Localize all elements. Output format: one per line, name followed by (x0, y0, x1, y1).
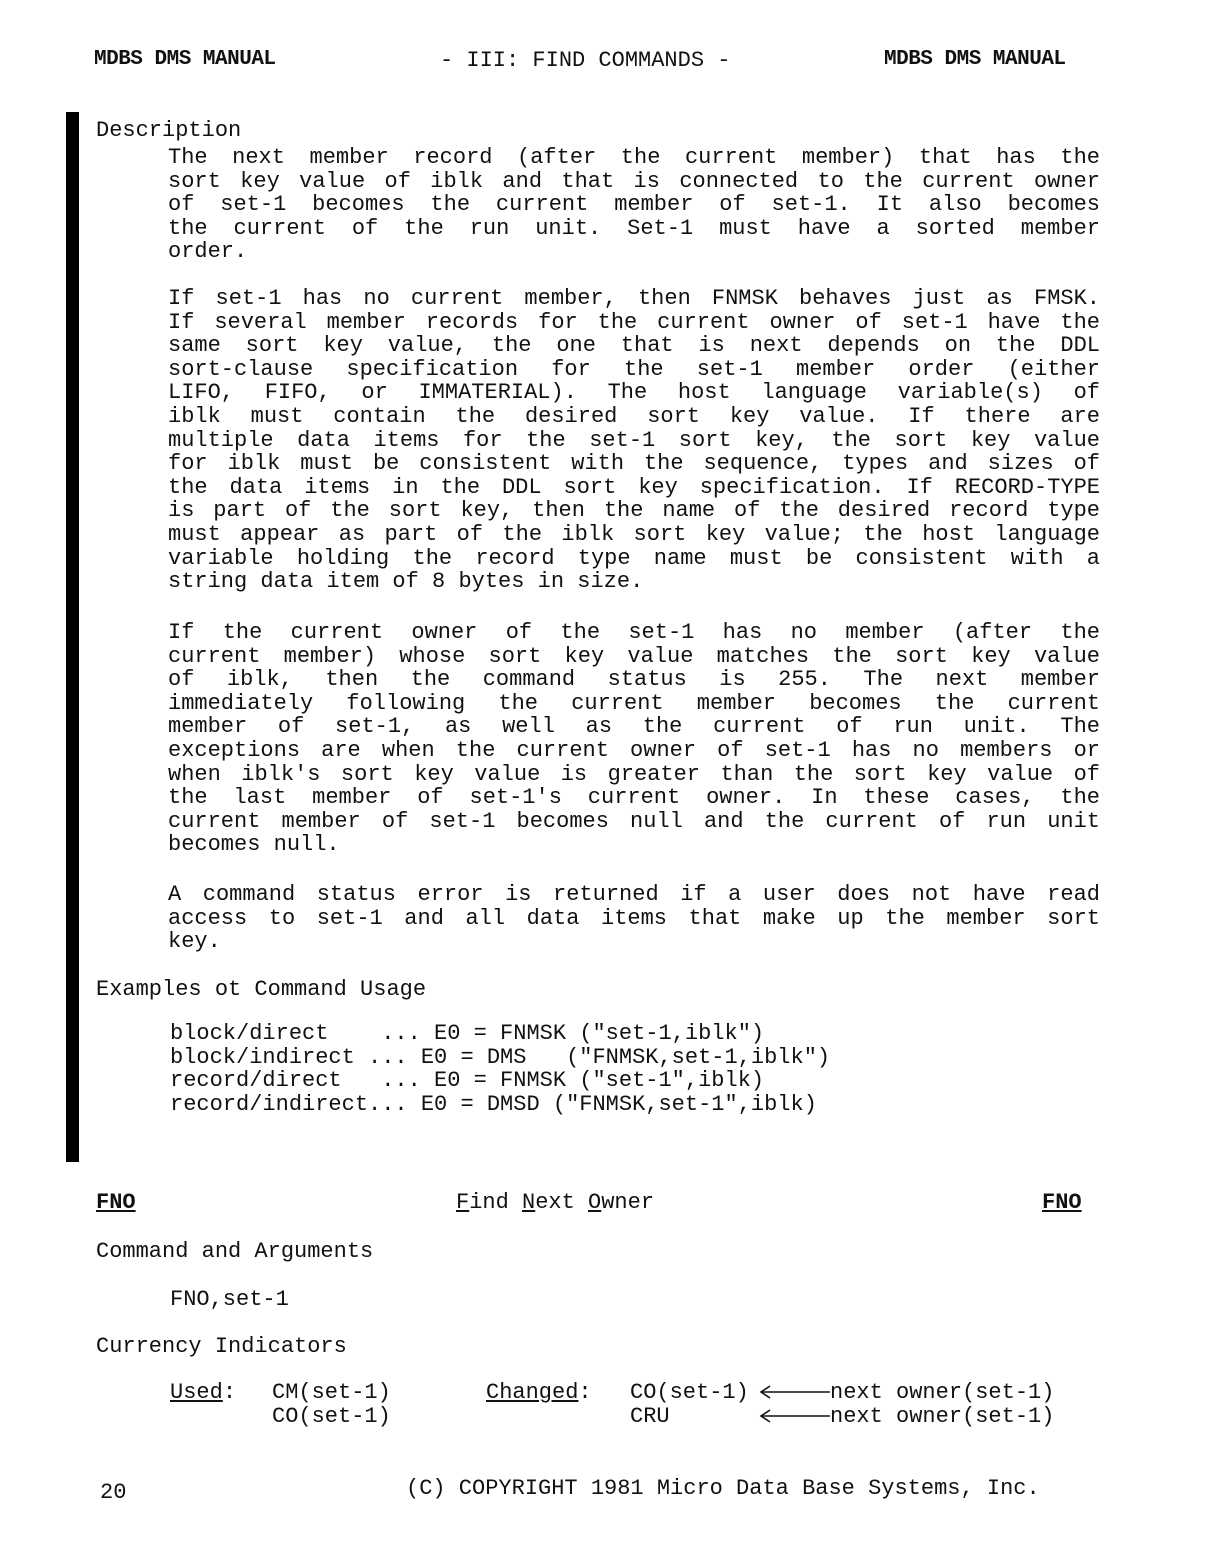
title-initial: F (456, 1190, 470, 1215)
code-line: record/indirect... E0 = DMSD ("FNMSK,set-1",iblk) (170, 1091, 817, 1117)
title-rest: ind (469, 1190, 523, 1215)
text-line: If several member records for the current owner of set-1 have the (168, 309, 1100, 335)
running-header-left: MDBS DMS MANUAL (94, 48, 276, 71)
text-line: sort key value of iblk and that is connected to the current owner (168, 168, 1100, 194)
title-rest: wner (601, 1190, 655, 1215)
title-rest: ext (535, 1190, 589, 1215)
text-line: is part of the sort key, then the name of the desired record type (168, 498, 1100, 524)
changed-label-text: Changed (486, 1380, 579, 1405)
fno-tag-right: FNO (1042, 1190, 1082, 1215)
text-line: access to set-1 and all data items that make up the member sort (168, 905, 1100, 931)
description-paragraph-4 (168, 883, 1100, 954)
text-line: the current of the run unit. Set-1 must have a sorted member (168, 215, 1100, 241)
text-line: current member of set-1 becomes null and the current of run unit (168, 808, 1100, 834)
running-header-center: - III: FIND COMMANDS - (440, 48, 731, 73)
description-paragraph-3 (168, 621, 1100, 857)
text-line: of iblk, then the command status is 255. The next member (168, 667, 1100, 693)
description-heading: Description (96, 118, 242, 143)
text-line: current member) whose sort key value matches the sort key value (168, 643, 1100, 669)
text-line: The next member record (after the current member) that has the (168, 145, 1100, 170)
text-line: exceptions are when the current owner of set-1 has no members or (168, 737, 1100, 763)
examples-code-block (170, 1022, 830, 1116)
text-line: key. (168, 929, 221, 955)
changed-label: Changed: (486, 1380, 592, 1405)
left-arrow-icon (758, 1380, 832, 1430)
text-line: of set-1 becomes the current member of set-1. It also becomes (168, 192, 1100, 218)
copyright-notice: (C) COPYRIGHT 1981 Micro Data Base Systems, Inc. (406, 1476, 1040, 1501)
command-arguments-heading: Command and Arguments (96, 1239, 374, 1264)
text-line: member of set-1, as well as the current of run unit. The (168, 714, 1100, 740)
text-line: when iblk's sort key value is greater than the sort key value of (168, 761, 1100, 787)
description-paragraph-1 (168, 146, 1100, 264)
fno-title (456, 1190, 654, 1215)
text-line: A command status error is returned if a user does not have read (168, 882, 1100, 907)
fno-tag-left: FNO (96, 1190, 136, 1215)
running-header-right: MDBS DMS MANUAL (884, 48, 1066, 71)
used-label: Used: (170, 1380, 237, 1405)
revision-change-bar (66, 112, 79, 1162)
text-line: order. (168, 239, 248, 265)
title-initial: N (522, 1190, 536, 1215)
text-line: string data item of 8 bytes in size. (168, 569, 644, 595)
text-line: the data items in the DDL sort key specification. If RECORD-TYPE (168, 474, 1100, 500)
text-line: variable holding the record type name must be consistent with a (168, 545, 1100, 571)
description-paragraph-2 (168, 287, 1100, 594)
changed-target-1: next owner(set-1) (830, 1380, 1055, 1405)
text-line: multiple data items for the set-1 sort key, the sort key value (168, 427, 1100, 453)
title-initial: O (588, 1190, 602, 1215)
currency-indicators-heading: Currency Indicators (96, 1334, 347, 1359)
code-line: record/direct ... E0 = FNMSK ("set-1",iblk) (170, 1068, 765, 1094)
changed-value-2: CRU (630, 1404, 670, 1429)
text-line: LIFO, FIFO, or IMMATERIAL). The host language variable(s) of (168, 380, 1100, 406)
examples-heading: Examples ot Command Usage (96, 977, 427, 1002)
text-line: If set-1 has no current member, then FNMSK behaves just as FMSK. (168, 286, 1100, 311)
text-line: immediately following the current member becomes the current (168, 690, 1100, 716)
used-label-text: Used (170, 1380, 223, 1405)
code-line: block/indirect ... E0 = DMS ("FNMSK,set-1,iblk") (170, 1044, 831, 1070)
text-line: for iblk must be consistent with the sequence, types and sizes of (168, 451, 1100, 477)
used-value-2: CO(set-1) (272, 1404, 391, 1429)
text-line: sort-clause specification for the set-1 member order (either (168, 356, 1100, 382)
changed-target-2: next owner(set-1) (830, 1404, 1055, 1429)
code-line: block/direct ... E0 = FNMSK ("set-1,iblk") (170, 1021, 765, 1046)
changed-value-1: CO(set-1) (630, 1380, 749, 1405)
command-syntax: FNO,set-1 (170, 1287, 289, 1312)
text-line: same sort key value, the one that is next depends on the DDL (168, 333, 1100, 359)
text-line: If the current owner of the set-1 has no member (after the (168, 620, 1100, 645)
used-value-1: CM(set-1) (272, 1380, 391, 1405)
text-line: iblk must contain the desired sort key value. If there are (168, 403, 1100, 429)
text-line: the last member of set-1's current owner. In these cases, the (168, 785, 1100, 811)
page-number: 20 (100, 1480, 127, 1505)
text-line: becomes null. (168, 832, 340, 858)
text-line: must appear as part of the iblk sort key value; the host language (168, 521, 1100, 547)
